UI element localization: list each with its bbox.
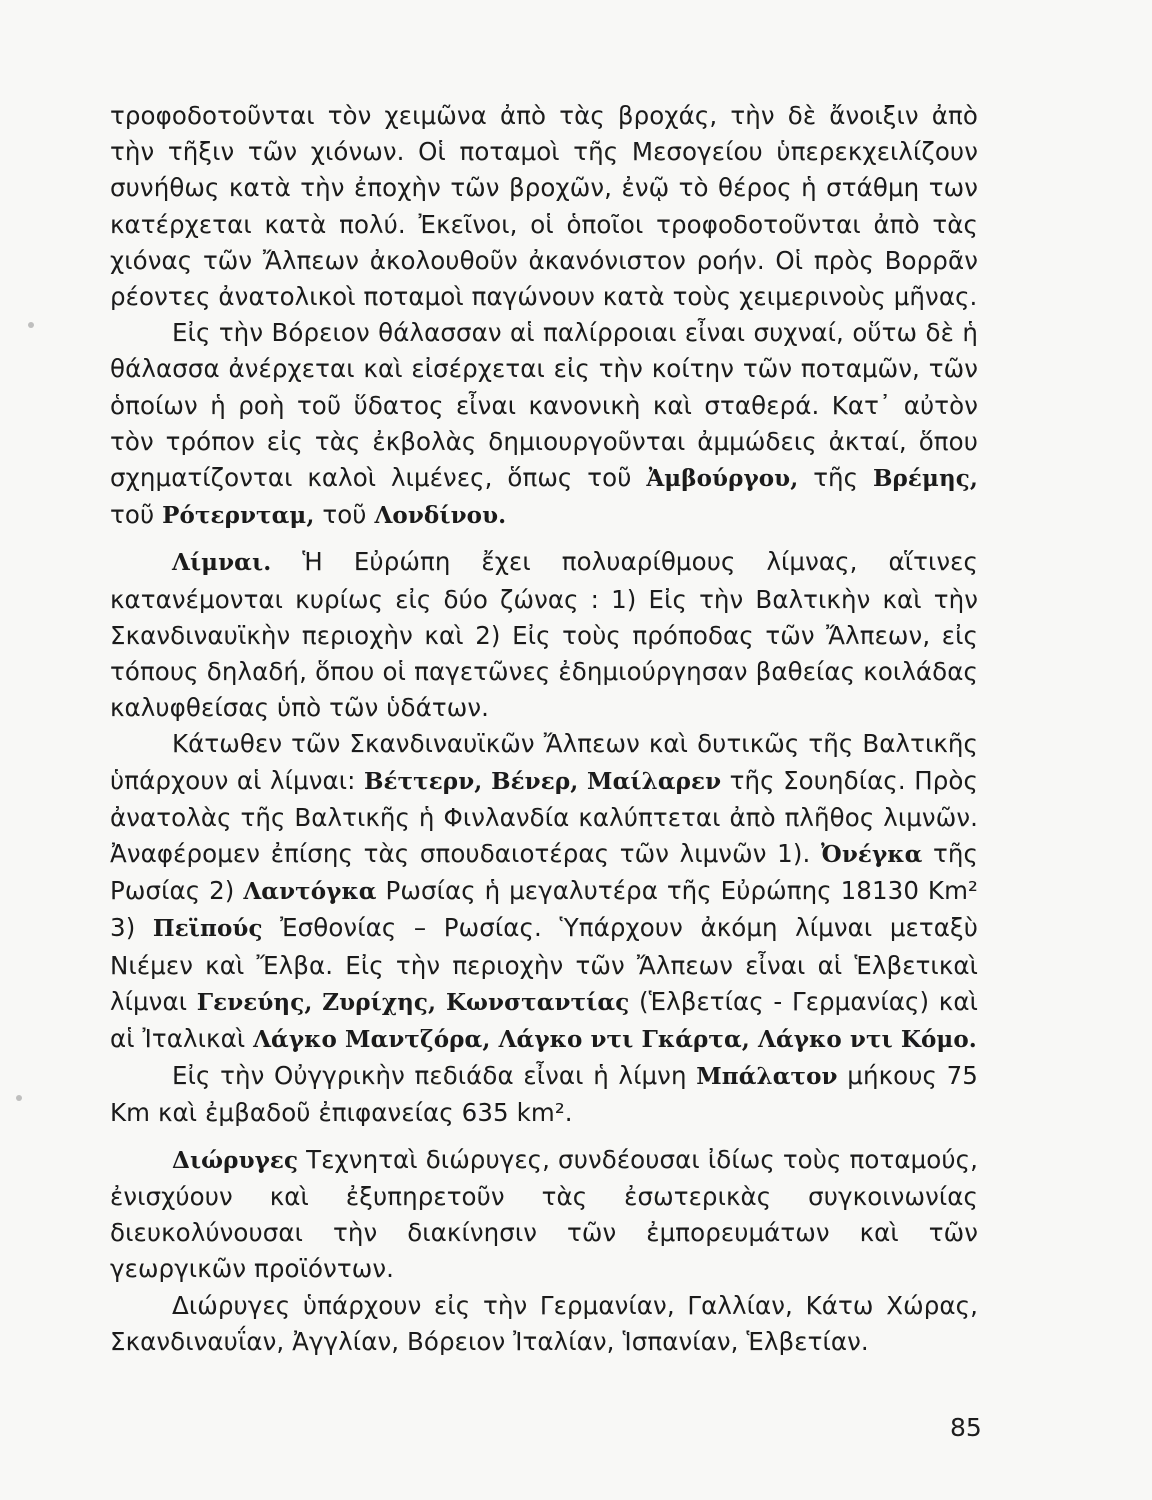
text-run: Ἐσθονίας – Ρωσίας. Ὑπάρχουν ἀκόμη λίμναι μεταξὺ Νιέμεν καὶ Ἔλβα. Εἰς τὴν περιοχὴν τῶν Ἄλπεων εἶναι αἱ Ἑλβετικαὶ λίμναι — [110, 913, 978, 1016]
port-name-hamburg: Ἀμβούργου, — [646, 465, 799, 493]
port-name-london: Λονδίνου. — [374, 502, 507, 530]
text-run: τοῦ — [314, 500, 375, 530]
paragraph-lakes — [110, 544, 978, 726]
text-run: (Ἑλβετίας - Γερμανίας) καὶ αἱ Ἰταλικαὶ — [110, 986, 978, 1054]
text-run: Τεχνηταὶ διώρυγες, συνδέουσαι ἰδίως τοὺς ποταμούς, ἐνισχύουν καὶ ἐξυπηρετοῦν τὰς ἐσωτερικὰς συγκοινωνίας διευκολύνουσαι τὴν διακίνησιν τῶν ἐμπορευμάτων καὶ τῶν γεωργικῶν προϊόντων. — [110, 1144, 978, 1284]
text-run: τῆς Ρωσίας 2) — [110, 839, 978, 906]
paragraph-rivers-continued — [110, 98, 978, 315]
lake-name-ladoga: Λαντόγκα — [243, 878, 377, 906]
text-run: τροφοδοτοῦνται τὸν χειμῶνα ἀπὸ τὰς βροχάς, τὴν δὲ ἄνοιξιν ἀπὸ τὴν τῆξιν τῶν χιόνων. Οἱ ποταμοὶ τῆς Μεσογείου ὑπερεκχειλίζουν συνήθως κατὰ τὴν ἐποχὴν τῶν βροχῶν, ἐνῷ τὸ θέρος ἡ στάθμη των κατέρχεται κατὰ πολύ. Ἐκεῖνοι, οἱ ὁποῖοι τροφοδοτοῦνται ἀπὸ τὰς χιόνας τῶν Ἄλπεων ἀκολουθοῦν ἀκανόνιστον ροήν. Οἱ πρὸς Βορρᾶν ρέοντες ἀνατολικοὶ ποταμοὶ παγώνουν κατὰ τοὺς χειμερινοὺς μῆνας. — [110, 101, 978, 312]
text-run: Εἰς τὴν Βόρειον θάλασσαν αἱ παλίρροιαι εἶναι συχναί, οὕτω δὲ ἡ θάλασσα ἀνέρχεται καὶ εἰσέρχεται εἰς τὴν κοίτην τῶν ποταμῶν, τῶν ὁποίων ἡ ροὴ τοῦ ὕδατος εἶναι κανονικὴ καὶ σταθερά. Κατ᾽ αὐτὸν τὸν τρόπον εἰς τὰς ἐκβολὰς δημιουργοῦνται ἀμμώδεις ἀκταί, ὅπου σχηματίζονται καλοὶ λιμένες, ὅπως τοῦ — [110, 318, 978, 493]
page-number: 85 — [950, 1413, 982, 1442]
paragraph-canal-countries — [110, 1288, 978, 1360]
text-run: τῆς Σουηδίας. Πρὸς ἀνατολὰς τῆς Βαλτικῆς ἡ Φινλανδία καλύπτεται ἀπὸ πλῆθος λιμνῶν. Ἀναφέρομεν ἐπίσης τὰς σπουδαιοτέρας τῶν λιμνῶν 1). — [110, 765, 978, 869]
text-run: Κάτωθεν τῶν Σκανδιναυϊκῶν Ἄλπεων καὶ δυτικῶς τῆς Βαλτικῆς ὑπάρχουν αἱ λίμναι: — [110, 729, 978, 795]
lake-name-balaton: Μπάλατον — [696, 1063, 838, 1091]
paragraph-balaton — [110, 1058, 978, 1131]
paragraph-scandinavian-lakes — [110, 726, 978, 1058]
paragraph-north-sea — [110, 315, 978, 534]
text-run: Ἡ Εὐρώπη ἔχει πολυαρίθμους λίμνας, αἵτινες κατανέμονται κυρίως εἰς δύο ζώνας : 1) Εἰς τὴν Βαλτικὴν καὶ τὴν Σκανδιναυϊκὴν περιοχὴν καὶ 2) Εἰς τοὺς πρόποδας τῶν Ἄλπεων, εἰς τόπους δηλαδή, ὅπου οἱ παγετῶνες ἐδημιούργησαν βαθείας κοιλάδας καλυφθείσας ὑπὸ τῶν ὑδάτων. — [110, 547, 978, 723]
body-text — [110, 98, 978, 1360]
text-run: τῆς — [798, 463, 873, 493]
text-run: Διώρυγες ὑπάρχουν εἰς τὴν Γερμανίαν, Γαλλίαν, Κάτω Χώρας, Σκανδιναυΐαν, Ἀγγλίαν, Βόρειον Ἰταλίαν, Ἱσπανίαν, Ἑλβετίαν. — [110, 1290, 978, 1356]
paragraph-canals — [110, 1142, 978, 1288]
text-run: Ρωσίας ἡ μεγαλυτέρα τῆς Εὐρώπης 18130 Km² 3) — [110, 876, 978, 943]
section-heading-canals: Διώρυγες — [172, 1146, 299, 1174]
lake-name-onega: Ὀνέγκα — [821, 841, 923, 869]
port-name-rotterdam: Ρότερνταμ, — [162, 502, 315, 530]
text-run: τοῦ — [110, 500, 163, 530]
scan-speck — [16, 1095, 22, 1101]
scan-speck — [28, 322, 34, 328]
text-run: μήκους 75 Km καὶ ἐμβαδοῦ ἐπιφανείας 635 km². — [110, 1061, 978, 1128]
section-heading-lakes: Λίμναι. — [172, 549, 272, 577]
lake-names-sweden: Βέττερν, Βένερ, Μαίλαρεν — [363, 767, 722, 795]
lake-names-italian: Λάγκο Μαντζόρα, Λάγκο ντι Γκάρτα, Λάγκο ντι Κόμο. — [253, 1026, 977, 1054]
text-run: Εἰς τὴν Οὐγγρικὴν πεδιάδα εἶναι ἡ λίμνη — [172, 1061, 697, 1091]
port-name-bremen: Βρέμης, — [873, 465, 978, 493]
lake-name-peipus: Πεϊπούς — [152, 915, 263, 943]
lake-names-swiss: Γενεύης, Ζυρίχης, Κωνσταντίας — [196, 988, 630, 1016]
